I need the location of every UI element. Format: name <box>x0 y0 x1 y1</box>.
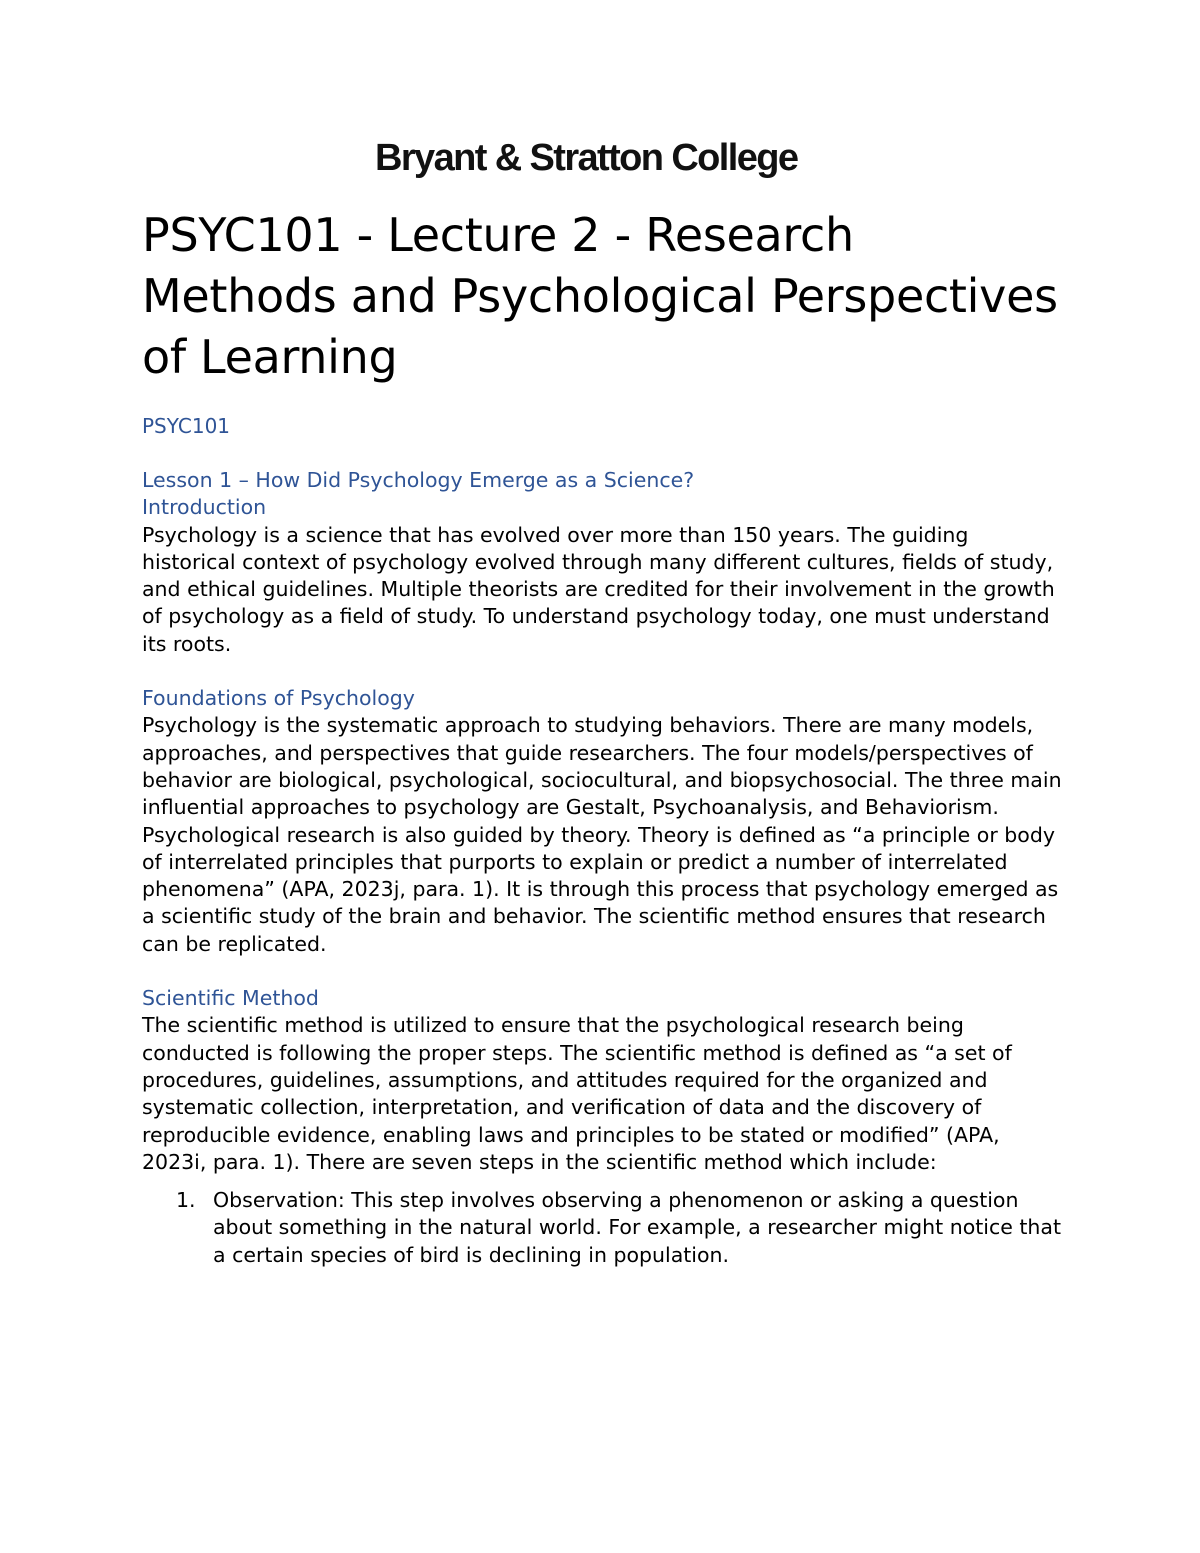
list-item-number: 1. <box>176 1188 196 1213</box>
lesson-heading: Lesson 1 – How Did Psychology Emerge as a Science? <box>142 468 695 492</box>
introduction-paragraph: Psychology is a science that has evolved over more than 150 years. The guiding historical context of psychology evolved through many different cultures, fields of study, and ethical guidelines. Multiple theorists are credited for their involvement in the growth of psychology as a field of study. To understand psychology today, one must understand its roots. <box>142 522 1055 656</box>
scientific-method-paragraph: The scientific method is utilized to ensure that the psychological research being conducted is following the proper steps. The scientific method is defined as “a set of procedures, guidelines, assumptions, and attitudes required for the organized and systematic collection, interpretation, and verification of data and the discovery of reproducible evidence, enabling laws and principles to be stated or modified” (APA, 2023i, para. 1). There are seven steps in the scientific method which include: <box>142 1013 1012 1174</box>
scientific-steps-list <box>142 1187 1062 1269</box>
foundations-paragraph: Psychology is the systematic approach to studying behaviors. There are many models, approaches, and perspectives that guide researchers. The four models/perspectives of behavior are biological, psychological, sociocultural, and biopsychosocial. The three main influential approaches to psychology are Gestalt, Psychoanalysis, and Behaviorism. Psychological research is also guided by theory. Theory is defined as “a principle or body of interrelated principles that purports to explain or predict a number of interrelated phenomena” (APA, 2023j, para. 1). It is through this process that psychology emerged as a scientific study of the brain and behavior. The scientific method ensures that research can be replicated. <box>142 713 1062 956</box>
list-item-text: Observation: This step involves observing a phenomenon or asking a question about something in the natural world. For example, a researcher might notice that a certain species of bird is declining in population. <box>213 1188 1062 1267</box>
college-logo: Bryant & Stratton College <box>375 137 798 179</box>
introduction-heading: Introduction <box>142 495 267 520</box>
document-body <box>142 467 1062 1269</box>
foundations-heading: Foundations of Psychology <box>142 686 415 711</box>
list-item <box>142 1187 1062 1269</box>
document-title: PSYC101 - Lecture 2 - Research Methods and Psychological Perspectives of Learning <box>142 208 1058 384</box>
course-code-label: PSYC101 <box>142 414 231 438</box>
scientific-method-heading: Scientific Method <box>142 986 319 1011</box>
